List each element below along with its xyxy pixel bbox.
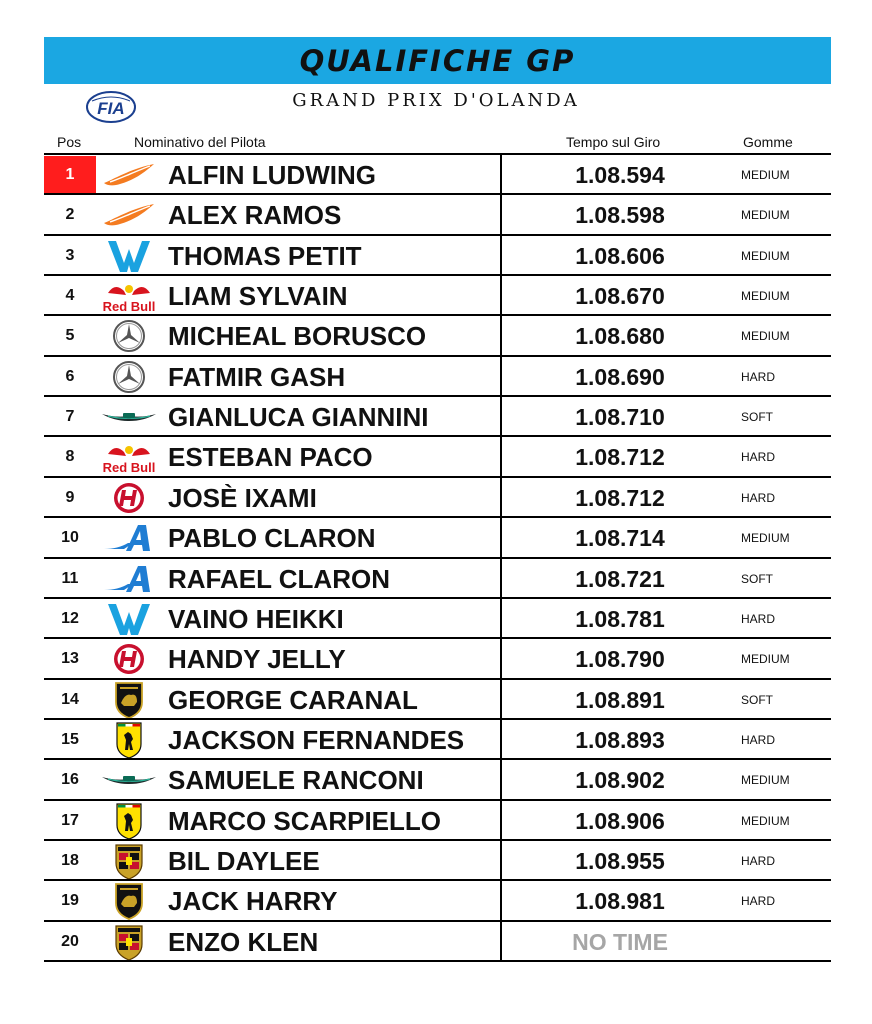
williams-logo bbox=[100, 236, 158, 276]
driver-name: PABLO CLARON bbox=[168, 523, 376, 553]
lap-time: 1.08.955 bbox=[575, 848, 665, 874]
lap-time: 1.08.690 bbox=[575, 364, 665, 390]
position-cell: 20 bbox=[61, 933, 79, 950]
tyre-compound: MEDIUM bbox=[741, 168, 790, 182]
lap-time: 1.08.790 bbox=[575, 646, 665, 672]
haas-logo bbox=[100, 639, 158, 679]
position-cell: 8 bbox=[65, 448, 75, 465]
lap-time: 1.08.606 bbox=[575, 243, 665, 269]
lamborghini-logo bbox=[100, 881, 158, 921]
tyre-compound: HARD bbox=[741, 612, 776, 626]
lap-time: 1.08.714 bbox=[575, 525, 665, 551]
lap-time: 1.08.670 bbox=[575, 283, 665, 309]
redbull-logo bbox=[100, 437, 158, 477]
haas-logo bbox=[100, 478, 158, 518]
position-cell: 15 bbox=[61, 731, 79, 748]
tyre-compound: SOFT bbox=[741, 693, 773, 707]
position-cell: 7 bbox=[65, 408, 75, 425]
lamborghini-logo bbox=[100, 680, 158, 720]
position-cell: 6 bbox=[65, 368, 75, 385]
position-cell: 12 bbox=[61, 610, 79, 627]
table-row bbox=[44, 680, 831, 720]
table-row bbox=[44, 155, 831, 195]
lap-time: 1.08.721 bbox=[575, 566, 665, 592]
driver-name: MARCO SCARPIELLO bbox=[168, 806, 441, 836]
driver-name: LIAM SYLVAIN bbox=[168, 281, 348, 311]
redbull-logo bbox=[100, 276, 158, 316]
lap-time: 1.08.712 bbox=[575, 485, 665, 511]
position-cell: 9 bbox=[65, 489, 75, 506]
tyre-compound: SOFT bbox=[741, 410, 773, 424]
lap-time: 1.08.680 bbox=[575, 323, 665, 349]
table-row bbox=[44, 801, 831, 841]
column-header-tyre: Gomme bbox=[743, 134, 793, 150]
column-header-time: Tempo sul Giro bbox=[566, 134, 661, 150]
mclaren-logo bbox=[100, 195, 158, 235]
table-row bbox=[44, 720, 831, 760]
lap-time: 1.08.893 bbox=[575, 727, 665, 753]
column-divider bbox=[500, 153, 502, 962]
table-row bbox=[44, 518, 831, 558]
column-header-driver: Nominativo del Pilota bbox=[134, 134, 266, 150]
mclaren-logo bbox=[100, 155, 158, 195]
table-row bbox=[44, 357, 831, 397]
driver-name: GEORGE CARANAL bbox=[168, 685, 418, 715]
table-row bbox=[44, 922, 831, 962]
astonmartin-logo bbox=[100, 397, 158, 437]
driver-name: RAFAEL CLARON bbox=[168, 564, 390, 594]
lap-time: 1.08.781 bbox=[575, 606, 665, 632]
table-row bbox=[44, 599, 831, 639]
tyre-compound: HARD bbox=[741, 491, 776, 505]
tyre-compound: HARD bbox=[741, 854, 776, 868]
ferrari-logo bbox=[100, 720, 158, 760]
page-title: QUALIFICHE GP bbox=[299, 43, 576, 78]
driver-name: MICHEAL BORUSCO bbox=[168, 321, 427, 351]
position-cell: 2 bbox=[65, 206, 75, 223]
table-row bbox=[44, 478, 831, 518]
driver-name: FATMIR GASH bbox=[168, 362, 346, 392]
tyre-compound: MEDIUM bbox=[741, 208, 790, 222]
tyre-compound: MEDIUM bbox=[741, 531, 790, 545]
position-cell: 4 bbox=[65, 287, 75, 304]
lap-time: NO TIME bbox=[572, 929, 668, 955]
driver-name: VAINO HEIKKI bbox=[168, 604, 344, 634]
tyre-compound: MEDIUM bbox=[741, 652, 790, 666]
lap-time: 1.08.594 bbox=[575, 162, 665, 188]
driver-name: HANDY JELLY bbox=[168, 644, 346, 674]
tyre-compound: MEDIUM bbox=[741, 329, 790, 343]
mercedes-logo bbox=[100, 316, 158, 356]
lap-time: 1.08.712 bbox=[575, 444, 665, 470]
position-cell: 10 bbox=[61, 529, 79, 546]
driver-name: JOSÈ IXAMI bbox=[168, 483, 317, 513]
table-row bbox=[44, 397, 831, 437]
lap-time: 1.08.981 bbox=[575, 888, 665, 914]
driver-name: GIANLUCA GIANNINI bbox=[168, 402, 429, 432]
lap-time: 1.08.906 bbox=[575, 808, 665, 834]
page-subtitle: GRAND PRIX D'OLANDA bbox=[292, 90, 580, 111]
table-row bbox=[44, 276, 831, 316]
row-divider bbox=[44, 960, 831, 962]
porsche-logo bbox=[100, 922, 158, 962]
position-cell: 18 bbox=[61, 852, 79, 869]
svg-text:FIA: FIA bbox=[97, 99, 125, 118]
position-cell: 1 bbox=[44, 156, 96, 194]
column-header-pos: Pos bbox=[57, 134, 82, 150]
tyre-compound: MEDIUM bbox=[741, 249, 790, 263]
lap-time: 1.08.598 bbox=[575, 202, 665, 228]
tyre-compound: MEDIUM bbox=[741, 289, 790, 303]
position-cell: 5 bbox=[65, 327, 75, 344]
table-row bbox=[44, 195, 831, 235]
tyre-compound: MEDIUM bbox=[741, 773, 790, 787]
mercedes-logo bbox=[100, 357, 158, 397]
driver-name: THOMAS PETIT bbox=[168, 241, 362, 271]
alpine-logo bbox=[100, 559, 158, 599]
williams-logo bbox=[100, 599, 158, 639]
position-cell: 19 bbox=[61, 892, 79, 909]
table-row bbox=[44, 841, 831, 881]
table-row bbox=[44, 881, 831, 921]
driver-name: BIL DAYLEE bbox=[168, 846, 320, 876]
alpine-logo bbox=[100, 518, 158, 558]
position-cell: 17 bbox=[61, 812, 79, 829]
porsche-logo bbox=[100, 841, 158, 881]
table-row bbox=[44, 760, 831, 800]
table-row bbox=[44, 236, 831, 276]
lap-time: 1.08.891 bbox=[575, 687, 665, 713]
driver-name: ALFIN LUDWING bbox=[168, 160, 376, 190]
position-cell: 11 bbox=[61, 570, 79, 587]
driver-name: ALEX RAMOS bbox=[168, 200, 342, 230]
tyre-compound: MEDIUM bbox=[741, 814, 790, 828]
tyre-compound: SOFT bbox=[741, 572, 773, 586]
lap-time: 1.08.902 bbox=[575, 767, 665, 793]
position-cell: 3 bbox=[65, 247, 75, 264]
position-cell: 13 bbox=[61, 650, 79, 667]
position-cell: 16 bbox=[61, 771, 79, 788]
driver-name: ESTEBAN PACO bbox=[168, 442, 373, 472]
lap-time: 1.08.710 bbox=[575, 404, 665, 430]
tyre-compound: HARD bbox=[741, 450, 776, 464]
driver-name: ENZO KLEN bbox=[168, 927, 319, 957]
tyre-compound: HARD bbox=[741, 370, 776, 384]
title-banner bbox=[44, 37, 831, 84]
table-row bbox=[44, 639, 831, 679]
table-row bbox=[44, 437, 831, 477]
driver-name: JACK HARRY bbox=[168, 886, 338, 916]
tyre-compound: HARD bbox=[741, 733, 776, 747]
position-cell: 14 bbox=[61, 691, 79, 708]
driver-name: SAMUELE RANCONI bbox=[168, 765, 424, 795]
table-row bbox=[44, 316, 831, 356]
table-row bbox=[44, 559, 831, 599]
tyre-compound: HARD bbox=[741, 894, 776, 908]
driver-name: JACKSON FERNANDES bbox=[168, 725, 465, 755]
astonmartin-logo bbox=[100, 760, 158, 800]
ferrari-logo bbox=[100, 801, 158, 841]
